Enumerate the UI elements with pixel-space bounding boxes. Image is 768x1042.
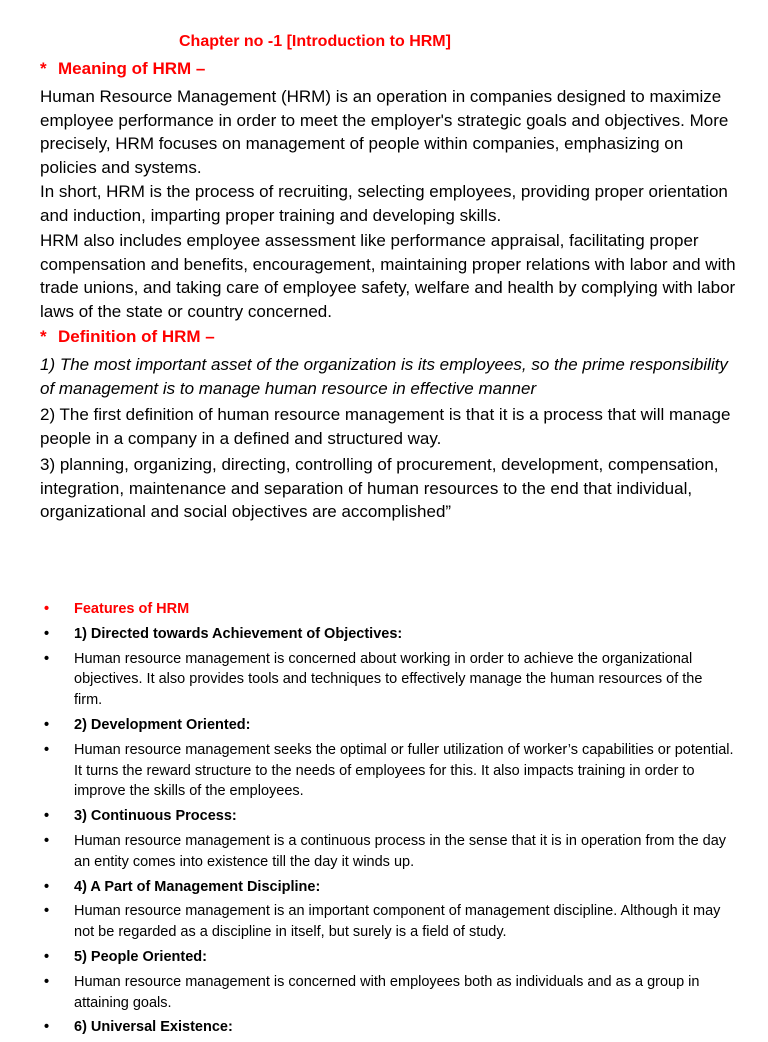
definition-paragraph-1: 1) The most important asset of the organization is its employees, so the prime responsibility of management is to manage human resource in effective manner [40,355,728,398]
feature-text: Human resource management is an important component of management discipline. Although it may not be regarded as a discipline in itself, but surely is a field of study. [74,903,721,941]
feature-description-item [44,649,734,711]
bullet-marker: • [44,832,50,849]
chapter-title: Chapter no -1 [Introduction to HRM] [179,33,451,50]
features-list [44,599,734,1042]
bullet-marker: • [44,973,50,990]
feature-title-item [44,947,734,968]
meaning-heading-text: Meaning of HRM – [58,59,206,78]
feature-text: Features of HRM [74,601,190,617]
meaning-paragraph-1: Human Resource Management (HRM) is an operation in companies designed to maximize employee performance in order to meet the employer's strategic goals and objectives. More precisely, HRM focuses on management of people within companies, emphasizing on policies and systems. [40,87,729,177]
feature-title-item [44,877,734,898]
feature-description-item [44,831,734,873]
feature-description-item [44,740,734,802]
definition-paragraph-3: 3) planning, organizing, directing, controlling of procurement, development, compensation, integration, maintenance and separation of human resources to the end that individual, organizational and social objectives are accomplished” [40,455,719,521]
bullet-marker: • [44,625,50,642]
bullet-marker: • [44,948,50,965]
bullet-marker: • [44,808,50,825]
meaning-heading [40,59,205,79]
bullet-marker: • [44,716,50,733]
feature-description-item [44,972,734,1014]
feature-text: 3) Continuous Process: [74,808,237,825]
feature-text: 5) People Oriented: [74,948,207,965]
feature-title-item [44,624,734,645]
feature-text: 6) Universal Existence: [74,1019,233,1036]
feature-text: 1) Directed towards Achievement of Objectives: [74,625,403,642]
definition-heading-text: Definition of HRM – [58,327,215,346]
definition-heading [40,327,215,347]
bullet-marker: • [44,1019,50,1036]
feature-text: 4) A Part of Management Discipline: [74,878,321,895]
meaning-paragraph-3: HRM also includes employee assessment like performance appraisal, facilitating proper compensation and benefits, encouragement, maintaining proper relations with labor and with trade unions, and taking care of employee safety, welfare and health by complying with labor laws of the state or country concerned. [40,231,736,321]
bullet-marker: • [44,741,50,758]
bullet-marker: • [44,650,50,667]
feature-title-item [44,715,734,736]
star-marker: * [40,327,47,346]
feature-text: Human resource management seeks the optimal or fuller utilization of worker’s capabilities or potential. It turns the reward structure to the needs of employees for this. It also impacts training in order to improve the skills of the employees. [74,741,734,800]
meaning-paragraph-2: In short, HRM is the process of recruiting, selecting employees, providing proper orientation and induction, imparting proper training and developing skills. [40,182,728,225]
feature-title-item [44,806,734,827]
bullet-marker: • [44,878,50,895]
bullet-marker: • [44,903,50,920]
feature-text: Human resource management is a continuous process in the sense that it is in operation from the day an entity comes into existence till the day it winds up. [74,832,727,870]
feature-text: Human resource management is concerned about working in order to achieve the organizational objectives. It also provides tools and techniques to effectively manage the human resources of the firm. [74,650,703,709]
features-heading-item [44,599,734,620]
feature-title-item [44,1017,734,1038]
feature-description-item [44,901,734,943]
definition-paragraph-2: 2) The first definition of human resource management is that it is a process that will manage people in a company in a defined and structured way. [40,405,731,448]
bullet-marker: • [44,601,50,617]
feature-text: Human resource management is concerned with employees both as individuals and as a group in attaining goals. [74,973,700,1011]
star-marker: * [40,59,47,78]
feature-text: 2) Development Oriented: [74,716,251,733]
